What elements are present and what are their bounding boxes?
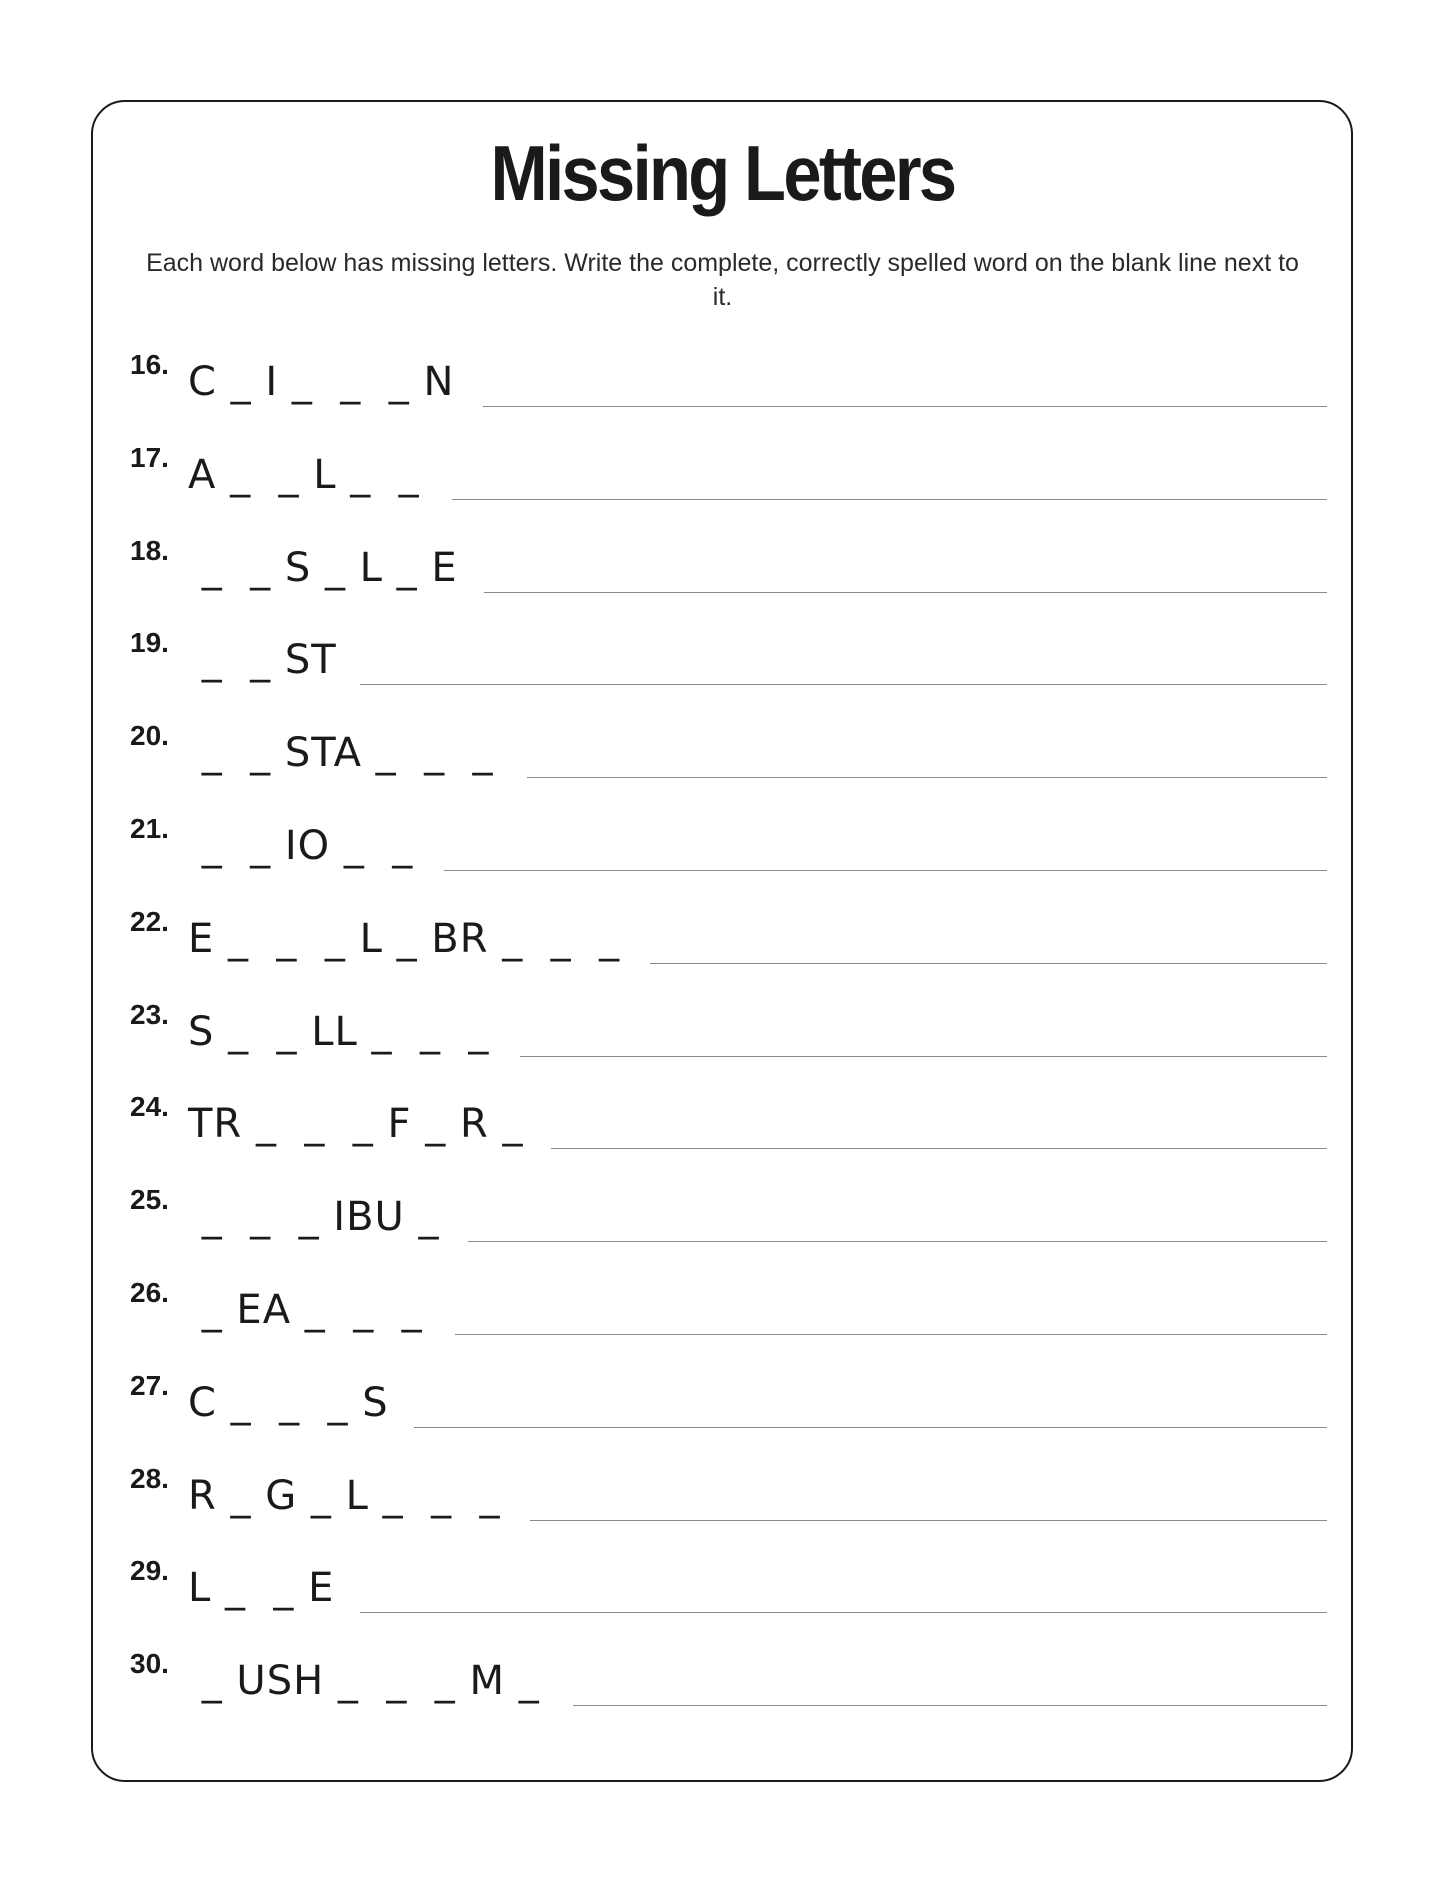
answer-line[interactable] [551,1148,1327,1149]
missing-letters-word: C _ I _ _ _ N [188,359,455,405]
question-row [0,905,1445,995]
question-number: 25. [130,1184,169,1216]
question-row [0,534,1445,624]
question-number: 20. [130,720,169,752]
answer-line[interactable] [468,1241,1327,1242]
answer-line[interactable] [527,777,1327,778]
missing-letters-word: S _ _ LL _ _ _ [188,1008,490,1055]
answer-line[interactable] [455,1334,1327,1335]
answer-line[interactable] [484,592,1327,593]
missing-letters-word: _ _ IO _ _ [188,823,414,869]
question-number: 28. [130,1462,169,1494]
question-row [0,998,1445,1088]
question-number: 22. [130,905,169,937]
answer-line[interactable] [414,1427,1327,1428]
question-number: 29. [130,1555,169,1587]
question-row [0,1647,1445,1737]
question-number: 27. [130,1369,169,1401]
missing-letters-word: R _ G _ L _ _ _ [188,1472,501,1519]
missing-letters-word: _ USH _ _ _ M _ [188,1658,540,1705]
answer-line[interactable] [530,1520,1327,1521]
question-number: 23. [130,998,169,1030]
answer-line[interactable] [452,499,1327,500]
answer-line[interactable] [520,1056,1327,1057]
missing-letters-word: C _ _ _ S [188,1379,389,1426]
question-row [0,1462,1445,1552]
question-row [0,1369,1445,1459]
answer-line[interactable] [444,870,1327,871]
answer-line[interactable] [650,963,1327,964]
answer-line[interactable] [573,1705,1327,1706]
missing-letters-word: TR _ _ _ F _ R _ [188,1101,524,1148]
question-number: 19. [130,627,169,659]
question-row [0,441,1445,531]
answer-line[interactable] [360,684,1327,685]
question-row [0,1554,1445,1644]
missing-letters-word: _ _ ST [188,637,337,684]
missing-letters-word: E _ _ _ L _ BR _ _ _ [188,915,621,962]
question-row [0,719,1445,809]
question-row [0,1276,1445,1366]
question-number: 26. [130,1277,169,1308]
missing-letters-word: _ _ S _ L _ E [188,544,458,591]
missing-letters-word: _ EA _ _ _ [188,1287,423,1333]
missing-letters-word: _ _ STA _ _ _ [188,730,494,777]
missing-letters-word: A _ _ L _ _ [188,451,420,498]
answer-line[interactable] [483,406,1327,407]
instructions-text: Each word below has missing letters. Write the complete, correctly spelled word on the blank line next to it. [146,249,1299,311]
question-number: 24. [130,1091,169,1123]
question-number: 21. [130,813,169,844]
question-row [0,812,1445,902]
question-number: 16. [130,349,169,380]
question-row [0,348,1445,438]
question-row [0,1090,1445,1180]
missing-letters-word: L _ _ E [188,1565,335,1612]
question-number: 18. [130,534,169,566]
question-row [0,626,1445,716]
page-title: Missing Letters [490,129,955,217]
answer-line[interactable] [360,1612,1327,1613]
missing-letters-word: _ _ _ IBU _ [188,1194,440,1241]
question-number: 17. [130,441,169,473]
question-number: 30. [130,1648,169,1680]
question-row [0,1183,1445,1273]
